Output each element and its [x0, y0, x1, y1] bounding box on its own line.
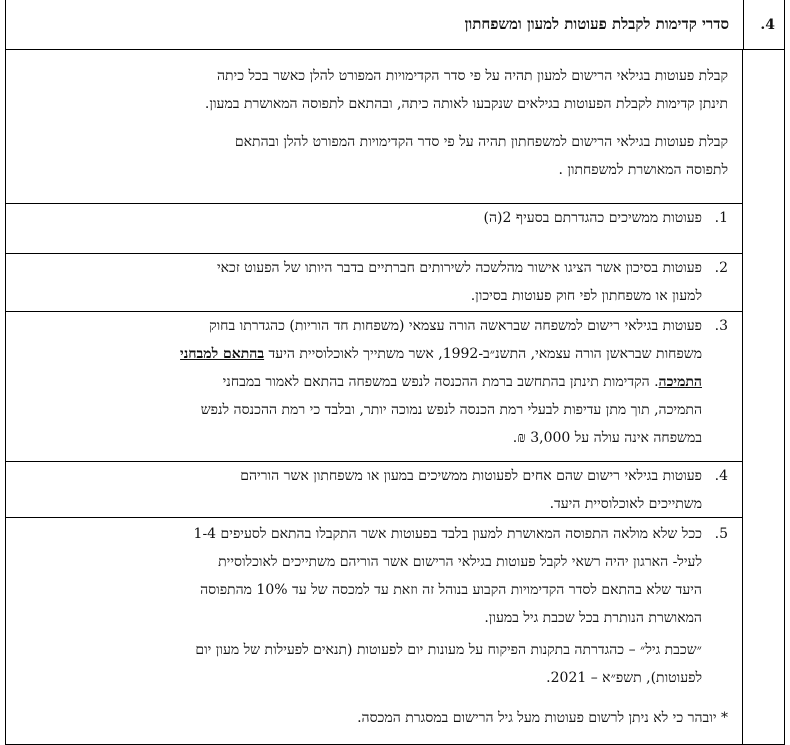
priority-item-2	[5, 254, 743, 312]
priority-item-line: משתייכים לאוכלוסיית היעד.	[549, 496, 702, 512]
priority-item-line: התמיכה, תוך מתן עדיפות לבעלי רמת הכנסה לנפש נמוכה יותר, ובלבד כי רמת ההכנסה לנפש	[200, 402, 702, 418]
priority-item-line: פעוטות בסיכון אשר הציגו אישור מהלשכה לשירותים חברתיים בדבר היותו של הפעוט זכאי	[216, 260, 702, 276]
section-title: סדרי קדימות לקבלת פעוטות למעון ומשפחתון	[464, 15, 729, 33]
priority-item-line: ״שכבת גיל״ – כהגדרתה בתקנות הפיקוח על מעונות יום לפעוטות (תנאים לפעילות של מעון יום	[195, 642, 702, 658]
priority-item-number: .5	[714, 526, 728, 542]
section-number-cell	[743, 0, 785, 50]
section-header-row	[5, 0, 785, 50]
priority-item-line	[180, 340, 702, 368]
priority-item-line: במשפחה אינה עולה על 3,000 ₪.	[512, 430, 702, 446]
priority-item-line: פעוטות ממשיכים כהגדרתם בסעיף 2(ה)	[483, 210, 702, 226]
priority-item-line: היעד שלא בהתאם לסדר הקדימויות הקבוע בנוהל זה וזאת עד למכסה של עד 10% מהתפוסה	[200, 582, 702, 598]
priority-item-line: המאושרת הנותרת בכל שכבת גיל במעון.	[484, 610, 702, 626]
footnote: * יובהר כי לא ניתן לרשום פעוטות מעל גיל הרישום במסגרת המכסה.	[357, 710, 728, 726]
intro-paragraph-2-line-1: קבלת פעוטות בגילאי הרישום למשפחתון תהיה על פי סדר הקדימויות המפורט להלן ובהתאם	[234, 134, 728, 150]
priority-item-3	[5, 312, 743, 462]
priority-item-line	[223, 368, 702, 396]
support-criteria-emphasis: התמיכה	[658, 374, 702, 390]
priority-item-4	[5, 462, 743, 518]
intro-paragraph-1-line-1: קבלת פעוטות בגילאי הרישום למעון תהיה על פי סדר הקדימויות המפורט להלן כאשר בכל כיתה	[216, 68, 728, 84]
priority-item-line: פעוטות בגילאי רישום שהם אחים לפעוטות ממשיכים במעון או משפחתון אשר הוריהם	[240, 468, 702, 484]
intro-paragraph-1-line-2: תינתן קדימות לקבלת הפעוטות בגילאים שנקבעו לאותה כיתה, ובהתאם לתפוסה המאושרת במעון.	[204, 96, 728, 112]
priority-item-5	[5, 518, 743, 745]
priority-item-line: למעון או משפחתון לפי חוק פעוטות בסיכון.	[470, 288, 702, 304]
priority-item-number: .1	[714, 210, 728, 226]
priority-item-line: לפעוטות), תשפ״א – 2021.	[546, 670, 702, 686]
priority-item-number: .3	[714, 318, 728, 334]
priority-item-text: משפחות שבראשן הורה עצמאי, התשנ״ב-1992, אשר משתייך לאוכלוסיית היעד	[264, 346, 702, 362]
priority-item-text: . הקדימות תינתן בהתחשב ברמת ההכנסה לנפש במשפחה בהתאם לאמור במבחני	[222, 374, 659, 390]
priority-item-1	[5, 204, 743, 254]
priority-item-line: פעוטות בגילאי רישום למשפחה שבראשה הורה עצמאי (משפחות חד הוריות) כהגדרתו בחוק	[209, 318, 702, 334]
support-criteria-emphasis: בהתאם למבחני	[180, 346, 265, 362]
priority-item-number: .2	[714, 260, 728, 276]
intro-paragraph-2-line-2: לתפוסה המאושרת למשפחתון .	[558, 162, 728, 178]
intro-cell	[5, 50, 743, 204]
priority-item-line: לעיל- הארגון יהיה רשאי לקבל פעוטות בגילאי הרישום אשר הוריהם משתייכים לאוכלוסיית	[218, 554, 702, 570]
priority-item-number: .4	[714, 468, 728, 484]
section-number: .4	[760, 17, 775, 33]
priority-item-line: ככל שלא מולאה התפוסה המאושרת למעון בלבד בפעוטות אשר התקבלו בהתאם לסעיפים 1-4	[193, 526, 702, 542]
